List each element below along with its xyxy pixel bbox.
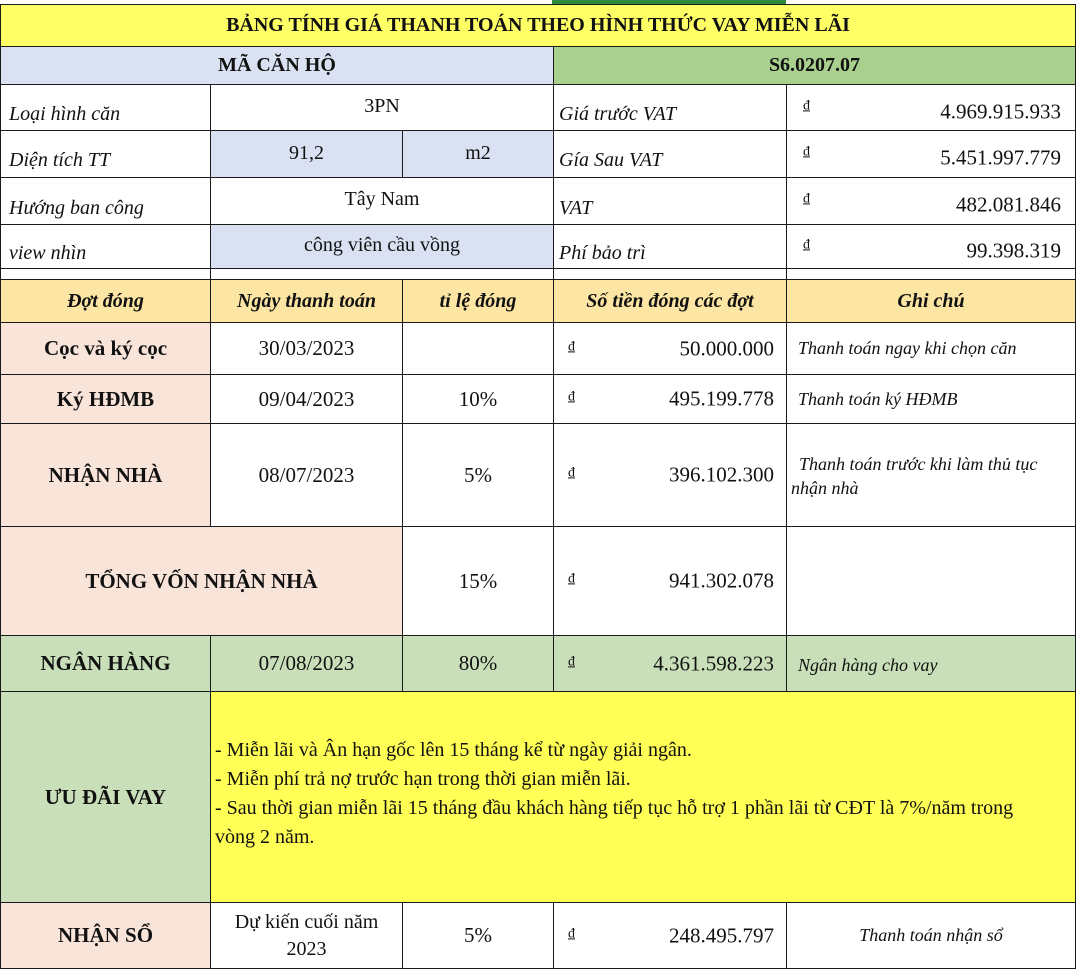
bank-phase: NGÂN HÀNG	[0, 636, 211, 692]
currency-symbol: đ	[568, 389, 575, 405]
maintenance-label: Phí bảo trì	[554, 225, 787, 269]
currency-symbol: đ	[803, 236, 810, 252]
total-equity-amount: đ 941.302.078	[554, 527, 787, 636]
area-unit: m2	[403, 131, 554, 178]
currency-symbol: đ	[568, 465, 575, 481]
bank-note: Ngân hàng cho vay	[787, 636, 1076, 692]
type-label: Loại hình căn	[0, 85, 211, 131]
view-value: công viên cầu vồng	[211, 225, 554, 269]
currency-symbol: đ	[568, 338, 575, 354]
sheet-title	[0, 4, 1076, 47]
view-label: view nhìn	[0, 225, 211, 269]
pre-vat-value: đ 4.969.915.933	[787, 85, 1076, 131]
deposit-date: 30/03/2023	[211, 323, 403, 375]
title-text: BẢNG TÍNH GIÁ THANH TOÁN THEO HÌNH THỨC VAY MIỄN LÃI	[226, 14, 850, 36]
handover-date: 08/07/2023	[211, 424, 403, 527]
balcony-label: Hướng ban công	[0, 178, 211, 225]
deposit-amount: đ 50.000.000	[554, 323, 787, 375]
title-deed-date: Dự kiến cuối năm 2023	[211, 903, 403, 969]
contract-amount: đ 495.199.778	[554, 375, 787, 424]
title-deed-rate: 5%	[403, 903, 554, 969]
total-equity-note	[787, 527, 1076, 636]
bank-amount: đ 4.361.598.223	[554, 636, 787, 692]
handover-note: Thanh toán trước khi làm thủ tục nhận nhà	[787, 424, 1076, 527]
deposit-note: Thanh toán ngay khi chọn căn	[787, 323, 1076, 375]
title-deed-note: Thanh toán nhận sổ	[787, 903, 1076, 969]
title-deed-amount: đ 248.495.797	[554, 903, 787, 969]
header-rate: tỉ lệ đóng	[403, 280, 554, 323]
pre-vat-label: Giá trước VAT	[554, 85, 787, 131]
currency-symbol: đ	[803, 144, 810, 160]
separator-row	[0, 269, 211, 280]
contract-phase: Ký HĐMB	[0, 375, 211, 424]
loan-incentive-details	[211, 692, 1076, 903]
total-equity-rate: 15%	[403, 527, 554, 636]
currency-symbol: đ	[568, 653, 575, 669]
balcony-value: Tây Nam	[211, 178, 554, 225]
separator-row	[211, 269, 554, 280]
currency-symbol: đ	[568, 925, 575, 941]
incentive-line: - Sau thời gian miễn lãi 15 tháng đầu khách hàng tiếp tục hỗ trợ 1 phần lãi từ CĐT là 7%/năm trong vòng 2 năm.	[215, 797, 1014, 848]
deposit-rate	[403, 323, 554, 375]
currency-symbol: đ	[568, 571, 575, 587]
header-phase: Đợt đóng	[0, 280, 211, 323]
total-equity-phase: TỔNG VỐN NHẬN NHÀ	[0, 527, 403, 636]
currency-symbol: đ	[803, 97, 810, 113]
handover-amount: đ 396.102.300	[554, 424, 787, 527]
contract-note: Thanh toán ký HĐMB	[787, 375, 1076, 424]
apartment-code-label: MÃ CĂN HỘ	[0, 47, 554, 85]
incentive-line: - Miễn lãi và Ân hạn gốc lên 15 tháng kể từ ngày giải ngân.	[215, 739, 692, 761]
handover-rate: 5%	[403, 424, 554, 527]
bank-rate: 80%	[403, 636, 554, 692]
separator-row	[787, 269, 1076, 280]
deposit-phase: Cọc và ký cọc	[0, 323, 211, 375]
header-amount: Số tiền đóng các đợt	[554, 280, 787, 323]
area-label: Diện tích TT	[0, 131, 211, 178]
currency-symbol: đ	[803, 191, 810, 207]
separator-row	[554, 269, 787, 280]
post-vat-label: Gía Sau VAT	[554, 131, 787, 178]
contract-rate: 10%	[403, 375, 554, 424]
handover-phase: NHẬN NHÀ	[0, 424, 211, 527]
type-value: 3PN	[211, 85, 554, 131]
title-deed-phase: NHẬN SỔ	[0, 903, 211, 969]
header-note: Ghi chú	[787, 280, 1076, 323]
loan-incentive-label: ƯU ĐÃI VAY	[0, 692, 211, 903]
incentive-line: - Miễn phí trả nợ trước hạn trong thời gian miễn lãi.	[215, 768, 631, 790]
vat-label: VAT	[554, 178, 787, 225]
maintenance-value: đ 99.398.319	[787, 225, 1076, 269]
vat-value: đ 482.081.846	[787, 178, 1076, 225]
bank-date: 07/08/2023	[211, 636, 403, 692]
contract-date: 09/04/2023	[211, 375, 403, 424]
post-vat-value: đ 5.451.997.779	[787, 131, 1076, 178]
area-value: 91,2	[211, 131, 403, 178]
apartment-code-value: S6.0207.07	[554, 47, 1076, 85]
header-date: Ngày thanh toán	[211, 280, 403, 323]
